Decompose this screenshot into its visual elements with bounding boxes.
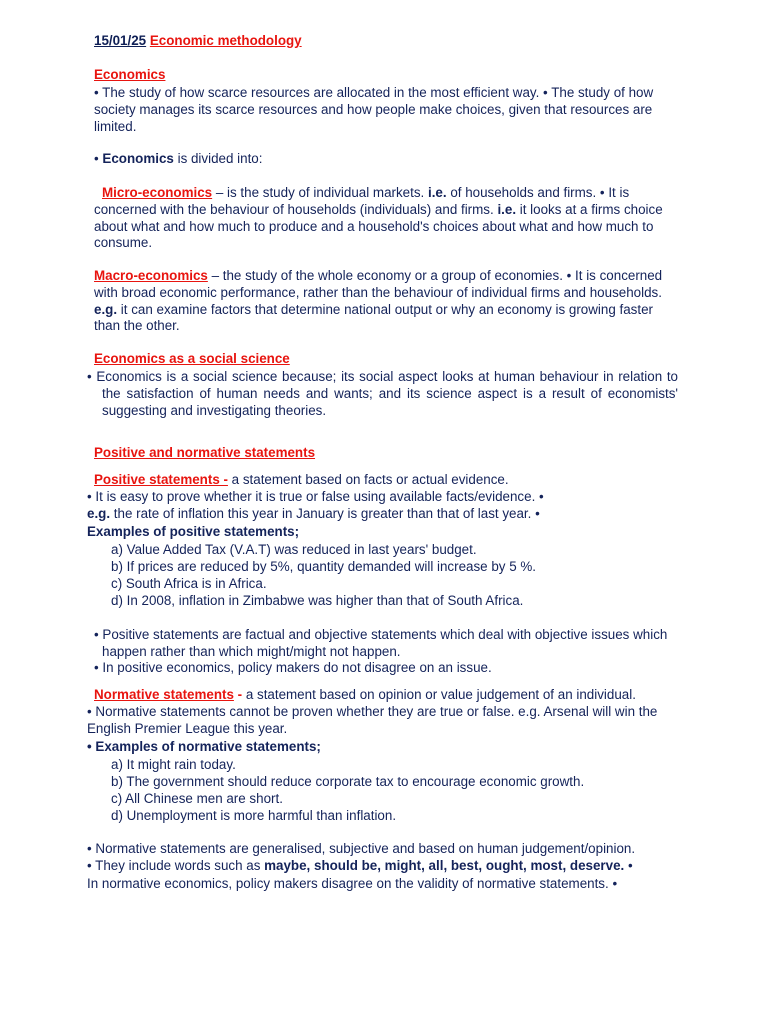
- normative-term: Normative statements: [94, 687, 234, 702]
- micro-t3: it looks at a firms choice about what and how much to produce and a household's choices about what and how much to consume.: [94, 201, 663, 251]
- economics-definition: • The study of how scarce resources are allocated in the most efficient way. • The study of how society manages its scarce resources and how people make choices, given that resources are limited.: [94, 85, 654, 134]
- normative-examples-heading: • Examples of normative statements;: [87, 739, 321, 754]
- positive-example: a) Value Added Tax (V.A.T) was reduced in last years' budget.: [111, 542, 477, 557]
- normative-keywords: maybe, should be, might, all, best, ought, most, deserve.: [264, 858, 625, 873]
- positive-example: c) South Africa is in Africa.: [111, 576, 267, 591]
- micro-t2: of households and firms. • It is concerned with the behaviour of households (individuals) and firms.: [94, 185, 630, 217]
- header-title: Economic methodology: [149, 33, 302, 48]
- macro-term: Macro-economics: [94, 268, 208, 283]
- normative-bullet1: • Normative statements are generalised, subjective and based on human judgement/opinion.: [87, 841, 636, 856]
- normative-dash: -: [233, 687, 243, 702]
- social-science-text: • Economics is a social science because; its social aspect looks at human behaviour in relation to the satisfaction of human needs and wants; and its science aspect is a result of economists' suggesting and investigating theories.: [87, 369, 678, 418]
- normative-def: a statement based on opinion or value judgement of an individual.: [242, 687, 636, 702]
- social-science-heading: Economics as a social science: [94, 351, 290, 366]
- normative-bullet2-post: •: [624, 858, 633, 873]
- divided-bold: Economics: [102, 151, 174, 166]
- normative-example: b) The government should reduce corporate tax to encourage economic growth.: [111, 774, 585, 789]
- positive-eg: e.g.: [87, 506, 111, 521]
- normative-example: c) All Chinese men are short.: [111, 791, 283, 806]
- micro-paragraph: [94, 185, 674, 252]
- positive-line2-text: the rate of inflation this year in January is greater than that of last year. •: [110, 506, 540, 521]
- pos-norm-heading: Positive and normative statements: [94, 445, 316, 460]
- normative-example: d) Unemployment is more harmful than inflation.: [111, 808, 397, 823]
- normative-definition: [94, 687, 684, 704]
- micro-ie2: i.e.: [497, 201, 517, 217]
- macro-t1: – the study of the whole economy or a group of economies. • It is concerned with broad economic performance, rather than the behaviour of individual firms and households.: [94, 268, 663, 300]
- positive-bullet1: • Positive statements are factual and objective statements which deal with objective issues which happen rather than which might/might not happen.: [94, 627, 668, 659]
- normative-line1: • Normative statements cannot be proven whether they are true or false. e.g. Arsenal will win the English Premier League this year.: [87, 704, 658, 736]
- positive-bullet2: • In positive economics, policy makers do not disagree on an issue.: [94, 660, 492, 675]
- positive-examples-heading: Examples of positive statements;: [87, 524, 300, 539]
- economics-divided: [94, 151, 669, 168]
- micro-term: Micro-economics: [102, 185, 213, 200]
- economics-heading: Economics: [94, 67, 166, 82]
- micro-ie1: i.e.: [427, 185, 447, 200]
- positive-line2: [87, 506, 687, 523]
- positive-example: d) In 2008, inflation in Zimbabwe was higher than that of South Africa.: [111, 593, 524, 608]
- positive-example: b) If prices are reduced by 5%, quantity demanded will increase by 5 %.: [111, 559, 537, 574]
- page-title: [94, 33, 694, 50]
- divided-bullet: •: [94, 151, 103, 166]
- positive-def: a statement based on facts or actual evidence.: [227, 472, 509, 487]
- positive-term: Positive statements -: [94, 472, 228, 487]
- normative-bullet2-pre: • They include words such as: [87, 858, 265, 873]
- header-date: 15/01/25: [94, 33, 147, 48]
- micro-t1: – is the study of individual markets.: [212, 185, 428, 200]
- positive-line1: • It is easy to prove whether it is true or false using available facts/evidence. •: [87, 489, 544, 504]
- macro-t2: it can examine factors that determine national output or why an economy is growing faster than the other.: [94, 301, 653, 334]
- divided-rest: is divided into:: [173, 151, 263, 166]
- positive-definition: [94, 472, 674, 489]
- normative-bullet3: In normative economics, policy makers disagree on the validity of normative statements. •: [87, 876, 618, 891]
- macro-paragraph: [94, 268, 669, 335]
- macro-eg: e.g.: [94, 301, 118, 317]
- normative-bullet2: [87, 858, 687, 875]
- normative-example: a) It might rain today.: [111, 757, 236, 772]
